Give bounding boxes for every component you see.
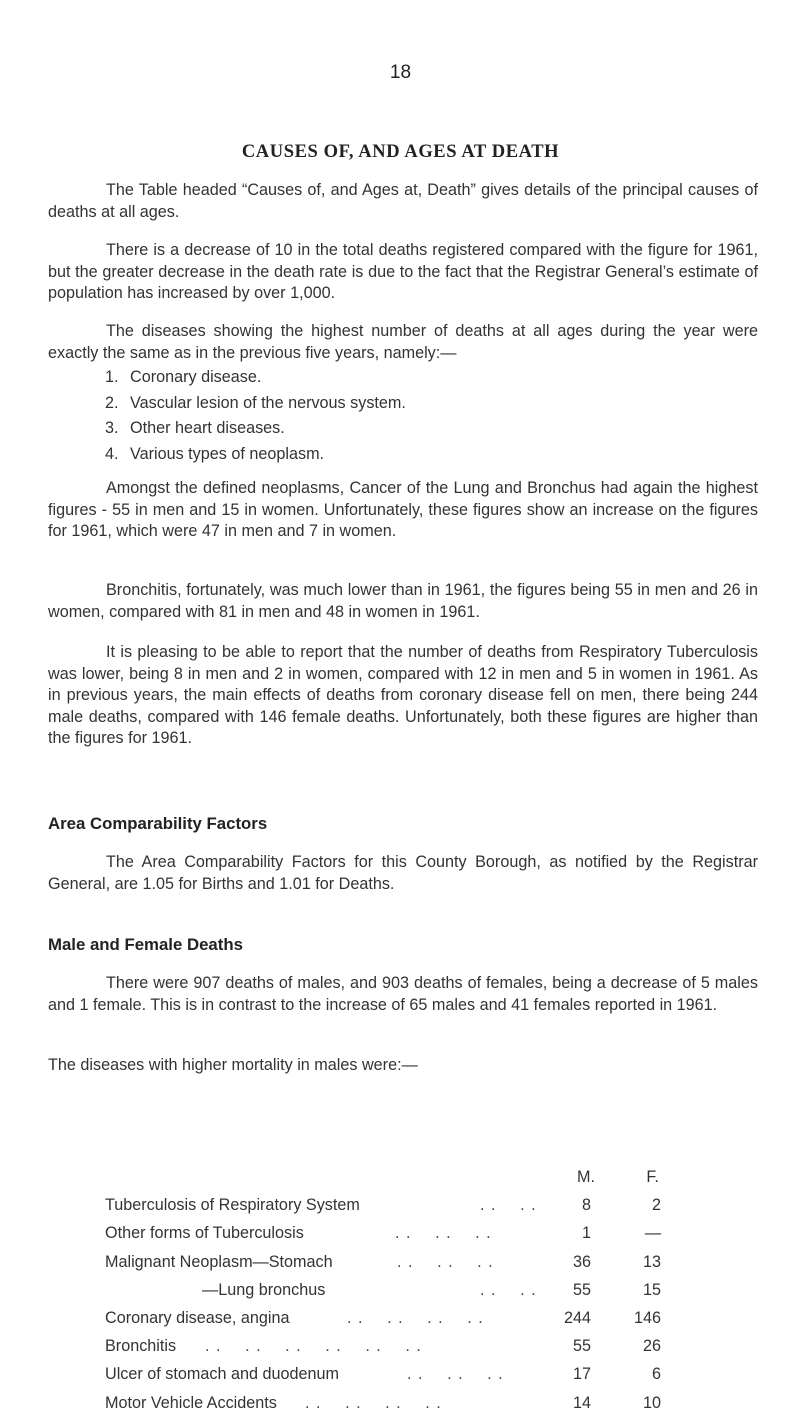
row-f-value: 146 <box>633 1308 661 1327</box>
heading-male-female-deaths: Male and Female Deaths <box>48 935 243 954</box>
row-label: —Lung bronchus <box>202 1280 326 1299</box>
list-item: 2. Vascular lesion of the nervous system. <box>105 393 406 412</box>
table-row: Bronchitis . . . . . . . . . . . . 55 26 <box>105 1337 661 1356</box>
table-row: Motor Vehicle Accidents . . . . . . . . 14 10 <box>105 1393 661 1412</box>
list-item: 1. Coronary disease. <box>105 368 262 386</box>
table-row: —Lung bronchus . . . . 55 15 <box>202 1280 661 1299</box>
paragraph-area-factors: The Area Comparability Factors for this County Borough, as notified by the Registrar General, are 1.05 for Births and 1.01 for Deaths. <box>48 853 758 893</box>
table-row: Ulcer of stomach and duodenum . . . . . . 17 6 <box>105 1365 661 1384</box>
row-m-value: 55 <box>572 1337 591 1356</box>
paragraph-tuberculosis: It is pleasing to be able to report that the number of deaths from Respiratory Tuberculosis was lower, being 8 in men and 2 in women, compared with 12 in men and 5 in women in 1961. As in previous years, the main effects of deaths from coronary disease fell on men, there being 244 male deaths, compared with 146 female deaths. Unfortunately, both these figures are higher than the figures for 1961. <box>48 643 758 747</box>
row-f-value: 10 <box>642 1393 661 1412</box>
disease-list <box>105 367 406 469</box>
row-label: Malignant Neoplasm—Stomach <box>105 1252 333 1271</box>
table-row: Tuberculosis of Respiratory System . . . . 8 2 <box>105 1196 661 1215</box>
paragraph-bronchitis: Bronchitis, fortunately, was much lower than in 1961, the figures being 55 in men and 26 in women, compared with 81 in men and 48 in women in 1961. <box>48 581 758 621</box>
table-row: Other forms of Tuberculosis . . . . . . 1 — <box>105 1224 661 1243</box>
row-f-value: 15 <box>642 1280 661 1299</box>
page-title: CAUSES OF, AND AGES AT DEATH <box>241 142 560 162</box>
paragraph-higher-mortality: The diseases with higher mortality in males were:— <box>48 1056 418 1074</box>
column-header-m: M. <box>577 1168 595 1186</box>
paragraph-neoplasms: Amongst the defined neoplasms, Cancer of the Lung and Bronchus had again the highest figures - 55 in men and 15 in women. Unfortunately, these figures show an increase on the figures for 1961, which were 47 in men and 7 in women. <box>48 479 758 540</box>
page-number: 18 <box>389 62 412 83</box>
list-item: 4. Various types of neoplasm. <box>105 444 325 463</box>
table-header <box>105 1167 765 1195</box>
row-m-value: 244 <box>563 1308 591 1327</box>
row-label: Motor Vehicle Accidents <box>105 1393 277 1412</box>
row-f-value: — <box>644 1224 661 1243</box>
paragraph-diseases: The diseases showing the highest number of deaths at all ages during the year were exactly the same as in the previous five years, namely:— <box>48 322 758 362</box>
row-label: Tuberculosis of Respiratory System <box>105 1196 360 1215</box>
row-label: Coronary disease, angina <box>105 1308 290 1327</box>
table-row: Malignant Neoplasm—Stomach . . . . . . 36 13 <box>105 1252 661 1271</box>
row-m-value: 36 <box>572 1252 591 1271</box>
paragraph-male-female: There were 907 deaths of males, and 903 deaths of females, being a decrease of 5 males and 1 female. This is in contrast to the increase of 65 males and 41 females reported in 1961. <box>48 974 758 1014</box>
column-header-f: F. <box>646 1168 659 1186</box>
row-label: Ulcer of stomach and duodenum <box>105 1365 339 1384</box>
row-m-value: 17 <box>572 1365 591 1384</box>
row-m-value: 8 <box>581 1196 591 1215</box>
mortality-table <box>105 1167 765 1421</box>
row-label: Other forms of Tuberculosis <box>105 1224 304 1243</box>
row-m-value: 1 <box>581 1224 591 1243</box>
row-m-value: 14 <box>572 1393 591 1412</box>
row-f-value: 2 <box>651 1196 661 1215</box>
row-m-value: 55 <box>572 1280 591 1299</box>
row-f-value: 26 <box>642 1337 661 1356</box>
row-f-value: 13 <box>642 1252 661 1271</box>
row-f-value: 6 <box>651 1365 661 1384</box>
list-item: 3. Other heart diseases. <box>105 419 285 437</box>
paragraph-decrease: There is a decrease of 10 in the total deaths registered compared with the figure for 1961, but the greater decrease in the death rate is due to the fact that the Registrar General’s estimate of population has increased by over 1,000. <box>48 241 758 302</box>
paragraph-intro: The Table headed “Causes of, and Ages at, Death” gives details of the principal causes of deaths at all ages. <box>48 181 758 221</box>
row-label: Bronchitis <box>105 1337 177 1356</box>
heading-area-comparability: Area Comparability Factors <box>48 814 268 833</box>
table-row: Coronary disease, angina . . . . . . . . 244 146 <box>105 1308 661 1327</box>
